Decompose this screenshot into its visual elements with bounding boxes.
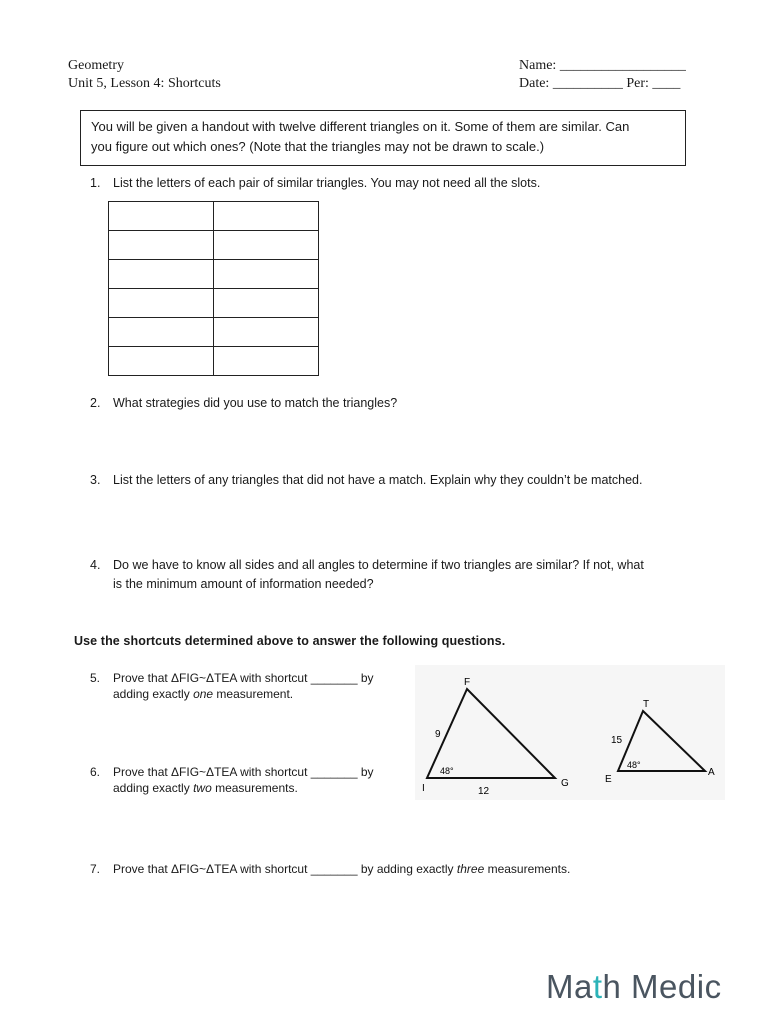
angle-label-i: 48° bbox=[440, 766, 454, 776]
emphasis-word: one bbox=[193, 687, 214, 701]
side-label-te: 15 bbox=[611, 735, 623, 746]
question-text: List the letters of any triangles that did not have a match. Explain why they couldn’t be matched. bbox=[113, 473, 643, 487]
vertex-label-t: T bbox=[642, 699, 650, 710]
question-number: 1. bbox=[90, 176, 101, 190]
table-row bbox=[109, 318, 319, 347]
triangles-figure bbox=[415, 665, 725, 805]
question-5 bbox=[90, 670, 374, 702]
vertex-label-a: A bbox=[708, 767, 715, 778]
table-row bbox=[109, 202, 319, 231]
similar-pairs-table bbox=[108, 201, 319, 376]
pair-cell[interactable] bbox=[109, 231, 214, 260]
vertex-label-i: I bbox=[422, 783, 425, 794]
question-4 bbox=[90, 556, 644, 594]
text-part: adding exactly bbox=[113, 781, 194, 795]
pair-cell[interactable] bbox=[214, 318, 319, 347]
pair-cell[interactable] bbox=[214, 202, 319, 231]
pair-cell[interactable] bbox=[214, 289, 319, 318]
emphasis-word: three bbox=[456, 862, 485, 876]
logo-text-part: Ma bbox=[546, 968, 593, 1005]
table-row bbox=[109, 231, 319, 260]
text-part: measurements. bbox=[211, 781, 298, 795]
question-number: 2. bbox=[90, 396, 101, 410]
logo-text-part: h Medic bbox=[602, 968, 722, 1005]
intro-line-2: you figure out which ones? (Note that the triangles may not be drawn to scale.) bbox=[91, 139, 545, 154]
question-7 bbox=[90, 861, 570, 877]
text-part: Prove that ΔFIG~ΔTEA with shortcut _______ by adding exactly bbox=[113, 862, 457, 876]
question-text-line-2 bbox=[90, 780, 374, 796]
header-lesson: Unit 5, Lesson 4: Shortcuts bbox=[68, 76, 221, 91]
question-6 bbox=[90, 764, 374, 796]
table-row bbox=[109, 289, 319, 318]
name-field: Name: __________________ bbox=[519, 58, 686, 73]
question-2 bbox=[90, 394, 397, 413]
question-text-line-1: Prove that ΔFIG~ΔTEA with shortcut _______ by bbox=[113, 671, 374, 685]
question-number: 5. bbox=[90, 671, 101, 685]
table-row bbox=[109, 260, 319, 289]
date-per-field: Date: __________ Per: ____ bbox=[519, 76, 681, 91]
question-text: List the letters of each pair of similar triangles. You may not need all the slots. bbox=[113, 176, 541, 190]
question-number: 4. bbox=[90, 558, 101, 572]
side-label-ig: 12 bbox=[478, 786, 490, 797]
pair-cell[interactable] bbox=[109, 260, 214, 289]
pair-cell[interactable] bbox=[109, 318, 214, 347]
question-1 bbox=[90, 174, 540, 193]
pair-cell[interactable] bbox=[214, 347, 319, 376]
question-number: 6. bbox=[90, 765, 101, 779]
section-heading: Use the shortcuts determined above to answer the following questions. bbox=[74, 634, 506, 648]
text-part: adding exactly bbox=[113, 687, 194, 701]
table-row bbox=[109, 347, 319, 376]
intro-box bbox=[80, 110, 686, 166]
pair-cell[interactable] bbox=[214, 260, 319, 289]
question-text-line-1: Do we have to know all sides and all angles to determine if two triangles are similar? If not, what bbox=[113, 558, 644, 572]
question-text-line-2 bbox=[90, 686, 374, 702]
vertex-label-g: G bbox=[561, 778, 569, 789]
math-medic-logo bbox=[546, 968, 722, 1006]
pair-cell[interactable] bbox=[109, 289, 214, 318]
text-part: measurements. bbox=[484, 862, 571, 876]
question-text-line-1: Prove that ΔFIG~ΔTEA with shortcut _______ by bbox=[113, 765, 374, 779]
pair-cell[interactable] bbox=[109, 347, 214, 376]
question-3 bbox=[90, 471, 642, 490]
pair-cell[interactable] bbox=[109, 202, 214, 231]
question-text-line-2: is the minimum amount of information needed? bbox=[113, 577, 374, 591]
angle-label-e: 48° bbox=[627, 760, 641, 770]
vertex-label-f: F bbox=[463, 677, 471, 688]
question-text: What strategies did you use to match the triangles? bbox=[113, 396, 398, 410]
figure-background bbox=[415, 665, 725, 800]
question-number: 7. bbox=[90, 862, 101, 876]
pair-cell[interactable] bbox=[214, 231, 319, 260]
question-number: 3. bbox=[90, 473, 101, 487]
emphasis-word: two bbox=[193, 781, 212, 795]
logo-accent-letter: t bbox=[592, 968, 603, 1005]
vertex-label-e: E bbox=[605, 774, 612, 785]
side-label-fi: 9 bbox=[435, 729, 441, 740]
intro-line-1: You will be given a handout with twelve different triangles on it. Some of them are similar. Can bbox=[91, 119, 630, 134]
header-subject: Geometry bbox=[68, 58, 124, 73]
text-part: measurement. bbox=[213, 687, 294, 701]
